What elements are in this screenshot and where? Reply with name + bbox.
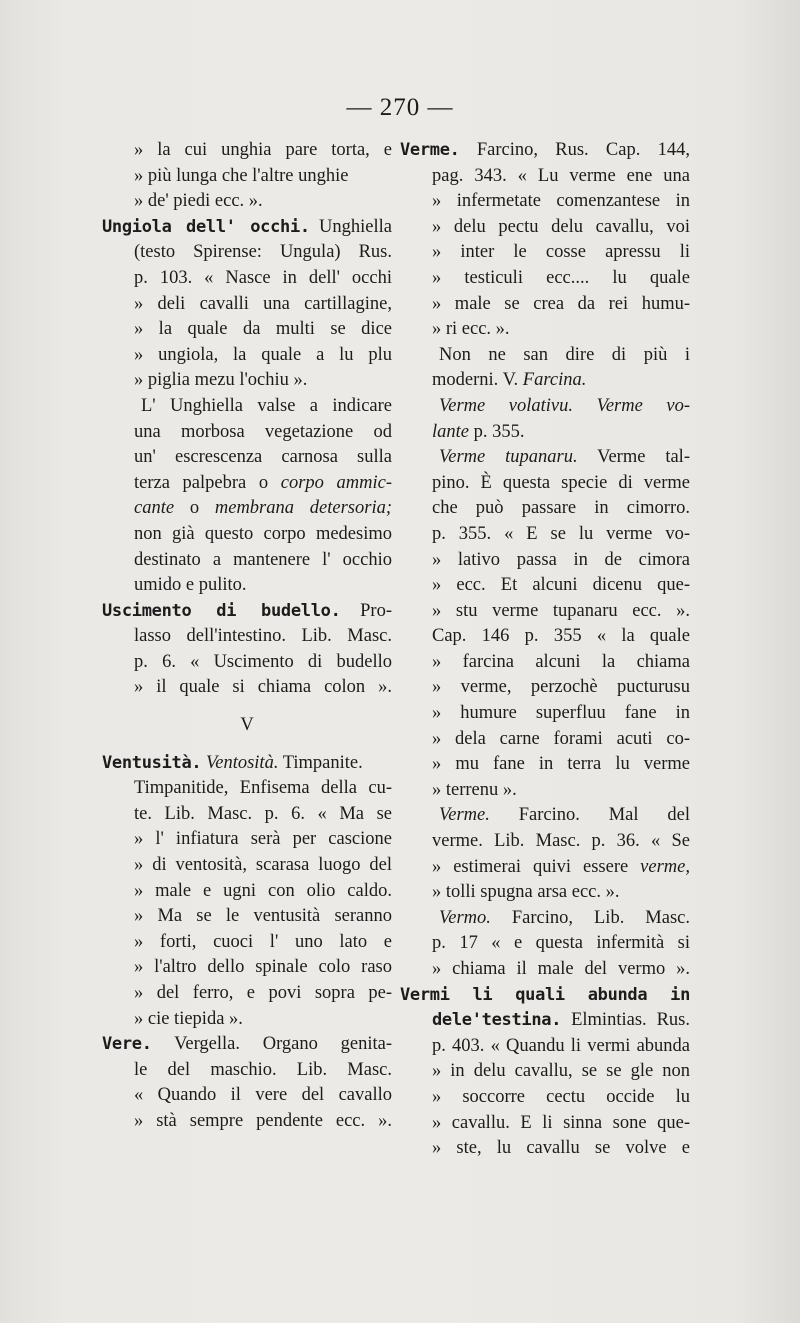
text-segment: Farcino. Mal del <box>489 805 690 826</box>
text-line <box>400 829 690 855</box>
text-segment: » verme, perzochè pucturusu <box>432 677 690 698</box>
text-line <box>400 1111 690 1137</box>
text-line <box>400 1008 690 1034</box>
text-line <box>400 931 690 957</box>
text-line <box>400 675 690 701</box>
text-segment: non già questo corpo medesimo <box>134 523 392 544</box>
blank-gap <box>102 739 392 751</box>
text-segment: p. 17 « e questa infermità si <box>432 933 690 954</box>
text-segment: p. 355. « E se lu verme vo- <box>432 523 690 544</box>
text-line <box>102 930 392 956</box>
text-line <box>102 751 392 777</box>
text-line <box>102 904 392 930</box>
text-line <box>400 803 690 829</box>
text-segment: umido e pulito. <box>134 575 247 596</box>
italic-text: Verme tupanaru. <box>439 447 578 468</box>
text-line <box>400 957 690 983</box>
text-segment: terza palpebra o <box>134 472 281 493</box>
text-line <box>400 752 690 778</box>
text-segment: » chiama il male del vermo ». <box>432 959 690 979</box>
text-segment: Non ne san dire di più i <box>439 344 690 365</box>
italic-text: corpo ammic- <box>280 472 392 493</box>
text-line <box>102 1058 392 1084</box>
text-line <box>400 522 690 548</box>
text-line <box>102 624 392 650</box>
text-line <box>102 266 392 292</box>
text-line <box>400 906 690 932</box>
section-letter <box>102 713 392 739</box>
text-line <box>400 189 690 215</box>
headword: Uscimento di budello. <box>102 600 341 621</box>
text-line <box>102 879 392 905</box>
text-segment: p. 403. « Quandu li vermi abunda <box>432 1035 690 1056</box>
text-line <box>400 650 690 676</box>
text-line <box>102 189 392 215</box>
text-segment: » soccorre cectu occide lu <box>432 1086 690 1107</box>
text-line <box>400 548 690 574</box>
right-column <box>400 138 690 1162</box>
text-segment: » Ma se le ventusità seranno <box>134 906 392 927</box>
text-segment: » ri ecc. ». <box>432 319 510 340</box>
text-line <box>400 394 690 420</box>
text-line <box>400 983 690 1009</box>
text-segment: Unghiella <box>309 216 392 237</box>
text-line <box>102 827 392 853</box>
text-line <box>102 981 392 1007</box>
text-segment: o <box>174 498 215 519</box>
text-line <box>102 368 392 394</box>
text-segment: » cie tiepida ». <box>134 1008 243 1029</box>
text-segment: Timpanitide, Enfisema della cu- <box>134 778 392 799</box>
text-line <box>102 675 392 701</box>
text-line <box>102 548 392 574</box>
text-segment: » ecc. Et alcuni dicenu que- <box>432 575 690 596</box>
text-segment: » la quale da multi se dice <box>134 319 392 340</box>
text-segment: verme. Lib. Masc. p. 36. « Se <box>432 831 690 852</box>
text-line <box>400 317 690 343</box>
text-line <box>102 802 392 828</box>
text-line <box>400 778 690 804</box>
text-segment: » male se crea da rei humu- <box>432 293 690 314</box>
text-line <box>102 138 392 164</box>
text-line <box>400 240 690 266</box>
italic-text: Verme. <box>439 805 490 826</box>
blank-gap <box>102 701 392 713</box>
text-segment: » in delu cavallu, se se gle non <box>432 1061 690 1082</box>
text-segment: Timpanite. <box>278 752 363 773</box>
page-number: — 270 — <box>346 94 454 121</box>
text-line <box>400 368 690 394</box>
text-segment: » de' piedi ecc. ». <box>134 191 263 212</box>
text-line <box>102 650 392 676</box>
headword: Ventusità. <box>102 752 202 773</box>
text-segment: p. 355. <box>469 421 525 442</box>
italic-text: Vermo. <box>439 907 491 928</box>
text-line <box>102 394 392 420</box>
italic-text: cante <box>134 498 175 519</box>
italic-text: verme, <box>640 856 690 877</box>
text-segment: » l' infiatura serà per cascione <box>134 829 392 850</box>
text-segment: » l'altro dello spinale colo raso <box>134 957 392 978</box>
text-line <box>400 1085 690 1111</box>
text-line <box>400 880 690 906</box>
text-line <box>102 317 392 343</box>
text-line <box>400 138 690 164</box>
left-column <box>102 138 392 1135</box>
text-line <box>102 471 392 497</box>
text-segment: » farcina alcuni la chiama <box>432 651 690 672</box>
italic-text: membrana detersoria; <box>214 498 392 519</box>
italic-text: Farcina. <box>522 370 587 391</box>
text-line <box>400 496 690 522</box>
text-line <box>400 727 690 753</box>
text-line <box>102 1083 392 1109</box>
text-line <box>102 1032 392 1058</box>
text-segment: » infermetate comenzantese in <box>432 191 690 212</box>
text-line <box>400 1136 690 1162</box>
text-line <box>400 1059 690 1085</box>
text-segment: Farcino, Rus. Cap. 144, <box>459 140 690 160</box>
text-segment: Pro- <box>340 600 392 621</box>
text-line <box>400 445 690 471</box>
text-segment: » più lunga che l'altre unghie <box>134 165 349 186</box>
text-segment: » mu fane in terra lu verme <box>432 754 690 775</box>
text-line <box>400 266 690 292</box>
text-segment: » piglia mezu l'ochiu ». <box>134 370 308 391</box>
text-line <box>102 599 392 625</box>
text-line <box>400 599 690 625</box>
text-line <box>102 776 392 802</box>
text-segment: le del maschio. Lib. Masc. <box>134 1059 392 1080</box>
text-line <box>102 215 392 241</box>
text-line <box>102 955 392 981</box>
text-segment: una morbosa vegetazione od <box>134 421 392 442</box>
text-segment: » forti, cuoci l' uno lato e <box>134 931 392 952</box>
text-segment: pag. 343. « Lu verme ene una <box>432 165 690 186</box>
text-segment: te. Lib. Masc. p. 6. « Ma se <box>134 803 392 824</box>
text-line <box>102 573 392 599</box>
text-segment: p. 103. « Nasce in dell' occhi <box>134 267 392 288</box>
text-segment: » dela carne forami acuti co- <box>432 728 690 749</box>
text-segment: lasso dell'intestino. Lib. Masc. <box>134 626 392 647</box>
text-segment: » terrenu ». <box>432 779 517 800</box>
text-line <box>400 855 690 881</box>
text-segment: destinato a mantenere l' occhio <box>134 549 392 570</box>
text-segment: » male e ugni con olio caldo. <box>134 880 392 901</box>
text-segment: » inter le cosse apressu li <box>432 242 690 263</box>
text-segment: » delu pectu delu cavallu, voi <box>432 216 690 237</box>
text-line <box>102 445 392 471</box>
text-segment: » di ventosità, scarasa luogo del <box>134 855 392 876</box>
text-segment: » cavallu. E li sinna sone que- <box>432 1112 690 1133</box>
text-line <box>400 1034 690 1060</box>
text-line <box>102 164 392 190</box>
text-line <box>400 624 690 650</box>
headword: Vermi li quali abunda in <box>400 984 690 1005</box>
italic-text: Ventosità. <box>205 752 279 773</box>
text-segment: V <box>240 715 254 736</box>
headword: Vere. <box>102 1034 152 1055</box>
text-line <box>400 164 690 190</box>
text-line <box>102 343 392 369</box>
headword: dele'testina. <box>432 1010 562 1031</box>
text-line <box>400 420 690 446</box>
text-segment: » ste, lu cavallu se volve e <box>432 1138 690 1159</box>
text-line <box>400 215 690 241</box>
text-line <box>400 343 690 369</box>
text-line <box>102 240 392 266</box>
italic-text: Verme volativu. Verme vo- <box>439 395 690 416</box>
text-line <box>400 292 690 318</box>
text-line <box>102 496 392 522</box>
italic-text: lante <box>432 421 469 442</box>
text-line <box>102 522 392 548</box>
text-segment: p. 6. « Uscimento di budello <box>134 651 392 672</box>
text-segment: » stà sempre pendente ecc. ». <box>134 1110 392 1131</box>
text-segment: » estimerai quivi essere <box>432 856 641 877</box>
text-segment: « Quando il vere del cavallo <box>134 1085 392 1106</box>
headword: Verme. <box>400 140 460 160</box>
text-segment: che può passare in cimorro. <box>432 498 690 519</box>
text-line <box>102 420 392 446</box>
text-segment: » testiculi ecc.... lu quale <box>432 267 690 288</box>
text-segment: un' escrescenza carnosa sulla <box>134 447 392 468</box>
text-segment: Elmintias. Rus. <box>561 1010 690 1031</box>
text-segment: Cap. 146 p. 355 « la quale <box>432 626 690 647</box>
text-segment: moderni. V. <box>432 370 523 391</box>
text-segment: » ungiola, la quale a lu plu <box>134 344 392 365</box>
text-segment: L' Unghiella valse a indicare <box>141 395 392 416</box>
headword: Ungiola dell' occhi. <box>102 216 310 237</box>
text-line <box>102 1109 392 1135</box>
text-line <box>400 701 690 727</box>
text-line <box>400 573 690 599</box>
text-segment: Farcino, Lib. Masc. <box>490 907 690 928</box>
text-segment: Verme tal- <box>577 447 690 468</box>
text-segment: » del ferro, e povi sopra pe- <box>134 983 392 1003</box>
text-segment: (testo Spirense: Ungula) Rus. <box>134 242 392 263</box>
text-segment: » stu verme tupanaru ecc. ». <box>432 600 690 621</box>
text-segment: » deli cavalli una cartillagine, <box>134 293 392 314</box>
text-segment: » tolli spugna arsa ecc. ». <box>432 882 620 903</box>
text-segment: » humure superfluu fane in <box>432 703 690 724</box>
text-segment: pino. È questa specie di verme <box>432 472 690 493</box>
text-line <box>102 853 392 879</box>
text-segment: Vergella. Organo genita- <box>151 1034 392 1055</box>
text-line <box>102 1007 392 1033</box>
text-segment: » lativo passa in de cimora <box>432 549 690 570</box>
text-line <box>400 471 690 497</box>
text-line <box>102 292 392 318</box>
text-segment: » il quale si chiama colon ». <box>134 677 392 698</box>
text-segment: » la cui unghia pare torta, e <box>134 140 392 160</box>
